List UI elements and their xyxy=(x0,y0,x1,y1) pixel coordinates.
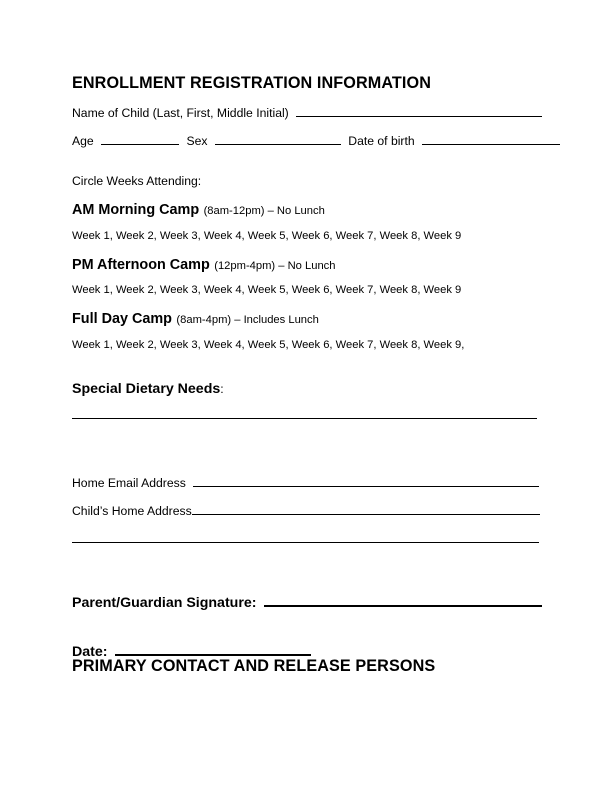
pm-camp-title: PM Afternoon Camp xyxy=(72,257,210,273)
pm-camp-detail: (12pm-4pm) – No Lunch xyxy=(214,260,336,272)
dietary-heading xyxy=(72,380,224,398)
full-camp-title: Full Day Camp xyxy=(72,311,172,327)
name-row xyxy=(72,105,542,120)
am-camp-title: AM Morning Camp xyxy=(72,202,200,218)
age-label: Age xyxy=(72,134,94,148)
primary-contact-title: PRIMARY CONTACT AND RELEASE PERSONS xyxy=(72,657,436,675)
age-field[interactable] xyxy=(101,133,179,145)
full-camp-detail: (8am-4pm) – Includes Lunch xyxy=(176,314,319,326)
address-field-line-2[interactable] xyxy=(72,542,539,543)
am-camp-weeks[interactable]: Week 1, Week 2, Week 3, Week 4, Week 5, Week 6, Week 7, Week 8, Week 9 xyxy=(72,230,462,242)
name-field[interactable] xyxy=(296,105,542,117)
am-camp-heading xyxy=(72,201,325,219)
name-label: Name of Child (Last, First, Middle Initial) xyxy=(72,106,289,120)
dietary-colon: : xyxy=(220,382,224,396)
dietary-label: Special Dietary Needs xyxy=(72,381,221,397)
sex-field[interactable] xyxy=(215,133,341,145)
age-sex-dob-row xyxy=(72,133,560,148)
date-label: Date: xyxy=(72,644,108,660)
email-row xyxy=(72,475,539,490)
signature-label: Parent/Guardian Signature: xyxy=(72,595,257,611)
address-label: Child’s Home Address xyxy=(72,504,192,518)
dietary-field[interactable] xyxy=(72,418,537,419)
signature-field[interactable] xyxy=(264,592,542,607)
full-camp-heading xyxy=(72,310,319,328)
pm-camp-weeks[interactable]: Week 1, Week 2, Week 3, Week 4, Week 5, Week 6, Week 7, Week 8, Week 9 xyxy=(72,284,462,296)
dob-field[interactable] xyxy=(422,133,560,145)
am-camp-detail: (8am-12pm) – No Lunch xyxy=(203,205,325,217)
dob-label: Date of birth xyxy=(348,134,415,148)
full-camp-weeks[interactable]: Week 1, Week 2, Week 3, Week 4, Week 5, Week 6, Week 7, Week 8, Week 9, xyxy=(72,339,465,351)
form-title: ENROLLMENT REGISTRATION INFORMATION xyxy=(72,74,431,92)
address-row xyxy=(72,503,540,518)
date-field[interactable] xyxy=(115,641,311,656)
email-label: Home Email Address xyxy=(72,476,186,490)
pm-camp-heading xyxy=(72,256,336,274)
address-field[interactable] xyxy=(192,503,540,515)
circle-weeks-label: Circle Weeks Attending: xyxy=(72,174,202,188)
sex-label: Sex xyxy=(186,134,208,148)
email-field[interactable] xyxy=(193,475,539,487)
signature-row xyxy=(72,592,542,611)
